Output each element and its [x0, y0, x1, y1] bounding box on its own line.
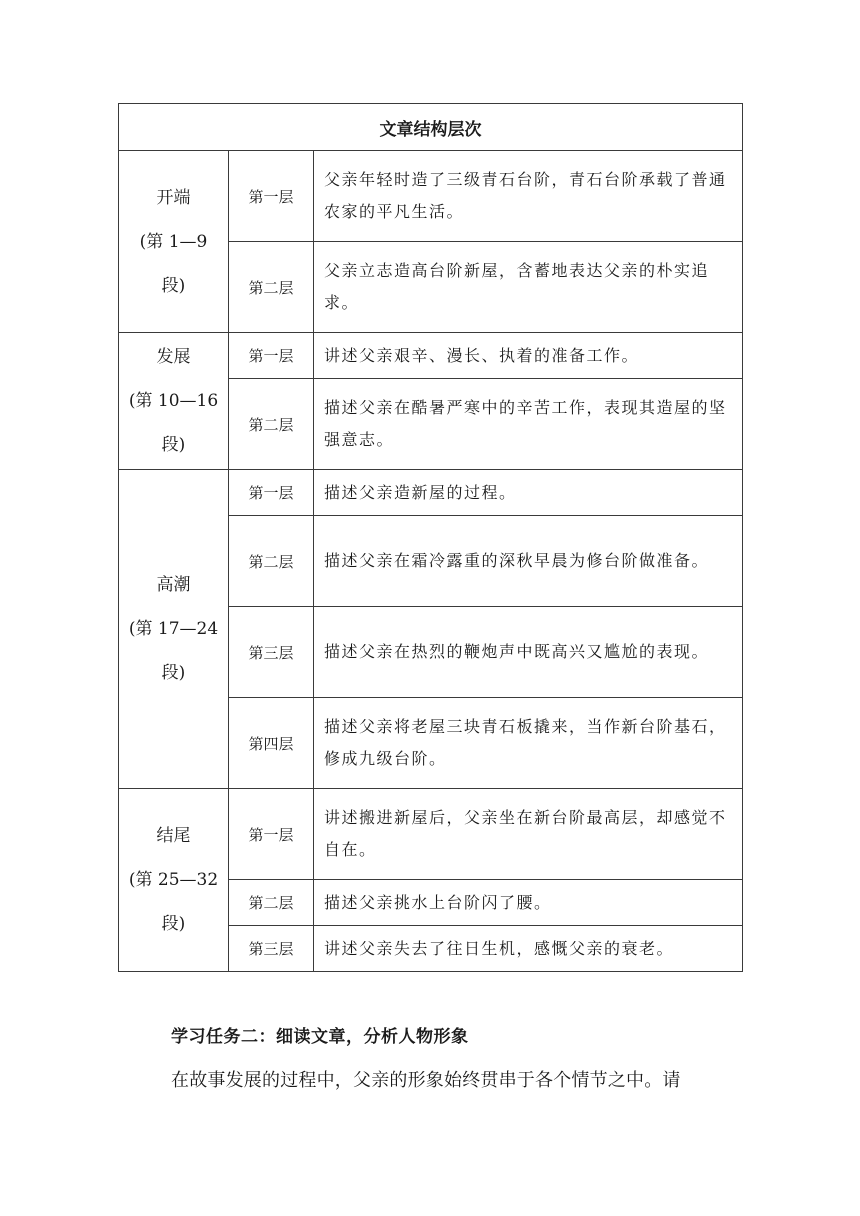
layer-label: 第二层 — [229, 516, 314, 607]
layer-text: 描述父亲挑水上台阶闪了腰。 — [314, 880, 743, 926]
structure-table — [118, 103, 743, 972]
layer-label: 第二层 — [229, 242, 314, 333]
layer-text: 描述父亲在酷暑严寒中的辛苦工作，表现其造屋的坚强意志。 — [314, 379, 743, 470]
layer-text: 父亲年轻时造了三级青石台阶，青石台阶承载了普通农家的平凡生活。 — [314, 151, 743, 242]
task-paragraph: 在故事发展的过程中，父亲的形象始终贯串于各个情节之中。请 — [171, 1070, 681, 1091]
section-range: (第 1—9 — [139, 231, 208, 252]
layer-label: 第三层 — [229, 926, 314, 972]
layer-label: 第四层 — [229, 698, 314, 789]
section-range-end: 段) — [161, 663, 186, 683]
layer-label: 第一层 — [229, 333, 314, 379]
section-range: (第 25—32 — [128, 870, 219, 890]
section-cell — [119, 789, 229, 972]
layer-label: 第二层 — [229, 880, 314, 926]
section-name: 发展 — [156, 347, 191, 367]
section-range-end: 段) — [161, 275, 186, 296]
section-cell — [119, 333, 229, 470]
layer-text: 父亲立志造高台阶新屋，含蓄地表达父亲的朴实追求。 — [314, 242, 743, 333]
layer-text: 讲述父亲艰辛、漫长、执着的准备工作。 — [314, 333, 743, 379]
section-range: (第 17—24 — [128, 619, 219, 639]
layer-text: 描述父亲在霜冷露重的深秋早晨为修台阶做准备。 — [314, 516, 743, 607]
layer-label: 第三层 — [229, 607, 314, 698]
task-heading: 学习任务二：细读文章，分析人物形象 — [171, 1027, 469, 1047]
section-name: 结尾 — [156, 826, 191, 846]
layer-label: 第二层 — [229, 379, 314, 470]
layer-text: 描述父亲在热烈的鞭炮声中既高兴又尴尬的表现。 — [314, 607, 743, 698]
layer-text: 讲述搬进新屋后，父亲坐在新台阶最高层，却感觉不自在。 — [314, 789, 743, 880]
section-range-end: 段) — [161, 435, 186, 455]
layer-label: 第一层 — [229, 789, 314, 880]
layer-text: 讲述父亲失去了往日生机，感慨父亲的衰老。 — [314, 926, 743, 972]
section-name: 高潮 — [156, 575, 191, 595]
section-cell — [119, 151, 229, 333]
layer-text: 描述父亲将老屋三块青石板撬来，当作新台阶基石，修成九级台阶。 — [314, 698, 743, 789]
section-range: (第 10—16 — [128, 391, 219, 411]
layer-label: 第一层 — [229, 151, 314, 242]
table-title: 文章结构层次 — [119, 104, 743, 151]
section-name: 开端 — [156, 187, 191, 208]
layer-text: 描述父亲造新屋的过程。 — [314, 470, 743, 516]
layer-label: 第一层 — [229, 470, 314, 516]
section-cell — [119, 470, 229, 789]
section-range-end: 段) — [161, 914, 186, 934]
